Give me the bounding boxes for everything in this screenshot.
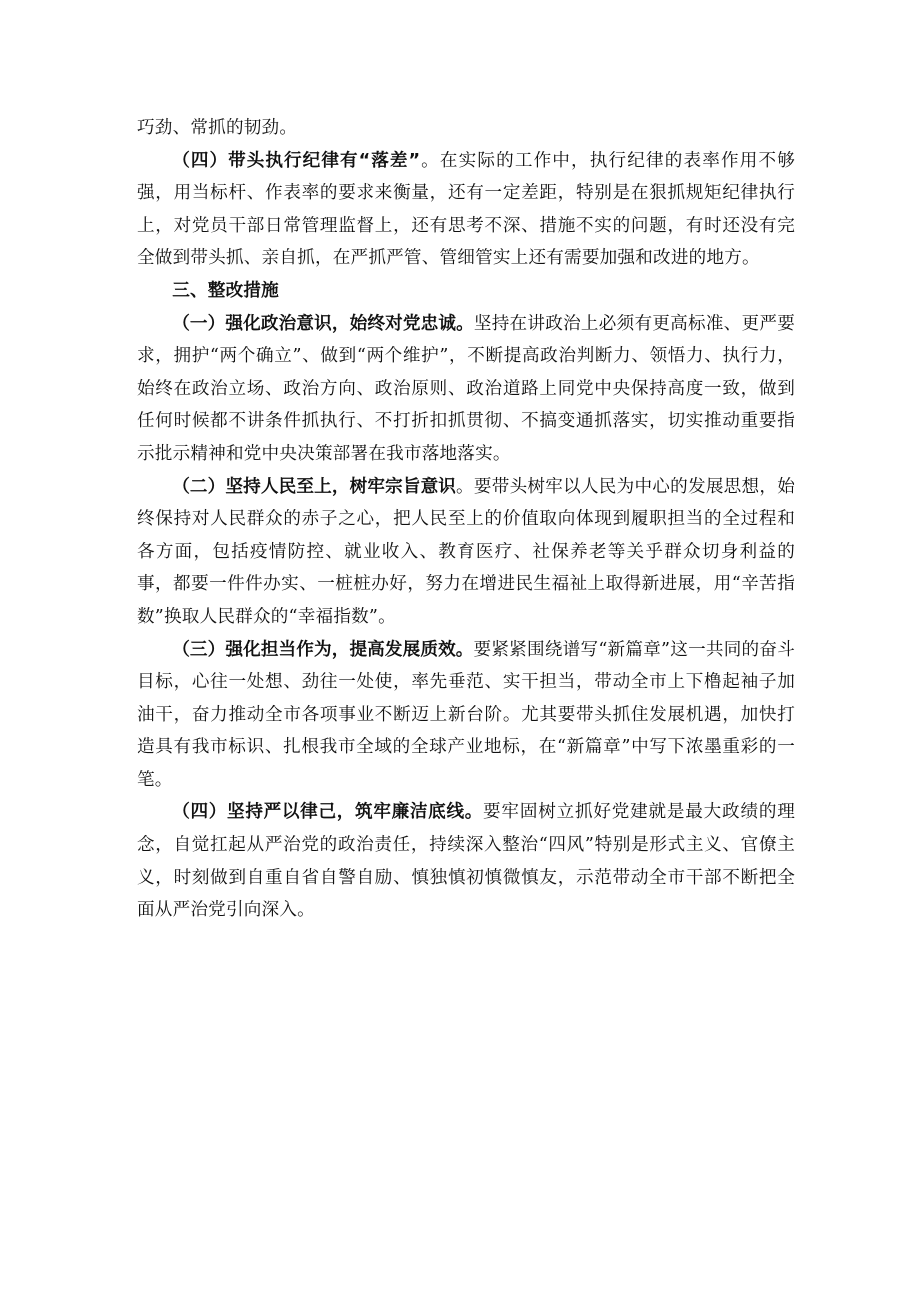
measure-1-lead: （一）强化政治意识，始终对党忠诚。 [172, 313, 474, 334]
problem-4-lead: （四）带头执行纪律有“落差” [172, 150, 421, 171]
measure-2-lead: （二）坚持人民至上，树牢宗旨意识 [172, 476, 457, 497]
section-3-heading: 三、整改措施 [172, 279, 279, 301]
measure-4-body: 要牢固树立抓好党建就是最大政绩的理念，自觉扛起从严治党的政治责任，持续深入整治“四风”特别是形式主义、官僚主义，时刻做到自重自省自警自励、慎独慎初慎微慎友，示范带动全市干部不断把全面从严治党引向深入。 [137, 802, 796, 921]
measure-4-lead: （四）坚持严以律己，筑牢廉洁底线。 [172, 802, 484, 823]
paragraph-measure-4 [137, 796, 795, 926]
paragraph-measure-2 [137, 471, 795, 634]
measure-1-body: 坚持在讲政治上必须有更高标准、更严要求，拥护“两个确立”、做到“两个维护”，不断提高政治判断力、领悟力、执行力，始终在政治立场、政治方向、政治原则、政治道路上同党中央保持高度一致，做到任何时候都不讲条件抓执行、不打折扣抓贯彻、不搞变通抓落实，切实推动重要指示批示精神和党中央决策部署在我市落地落实。 [137, 313, 795, 464]
paragraph-continuation: 巧劲、常抓的韧劲。 [137, 118, 298, 138]
document-page [137, 112, 795, 927]
measure-3-lead: （三）强化担当作为，提高发展质效。 [172, 639, 474, 660]
paragraph-problem-4 [137, 145, 795, 275]
measure-2-body: 。要带头树牢以人民为中心的发展思想，始终保持对人民群众的赤子之心，把人民至上的价值取向体现到履职担当的全过程和各方面，包括疫情防控、就业收入、教育医疗、社保养老等关乎群众切身利益的事，都要一件件办实、一桩桩办好，努力在增进民生福祉上取得新进展，用“辛苦指数”换取人民群众的“幸福指数”。 [137, 476, 795, 627]
paragraph-measure-1 [137, 308, 795, 471]
paragraph-measure-3 [137, 634, 795, 797]
measure-3-body: 要紧紧围绕谱写“新篇章”这一共同的奋斗目标，心往一处想、劲往一处使，率先垂范、实干担当，带动全市上下橹起袖子加油干，奋力推动全市各项事业不断迈上新台阶。尤其要带头抓住发展机遇，加快打造具有我市标识、扎根我市全域的全球产业地标，在“新篇章”中写下浓墨重彩的一笔。 [137, 639, 795, 790]
problem-4-body: 。在实际的工作中，执行纪律的表率作用不够强，用当标杆、作表率的要求来衡量，还有一定差距，特别是在狠抓规矩纪律执行上，对党员干部日常管理监督上，还有思考不深、措施不实的问题，有时还没有完全做到带头抓、亲自抓，在严抓严管、管细管实上还有需要加强和改进的地方。 [137, 150, 795, 269]
